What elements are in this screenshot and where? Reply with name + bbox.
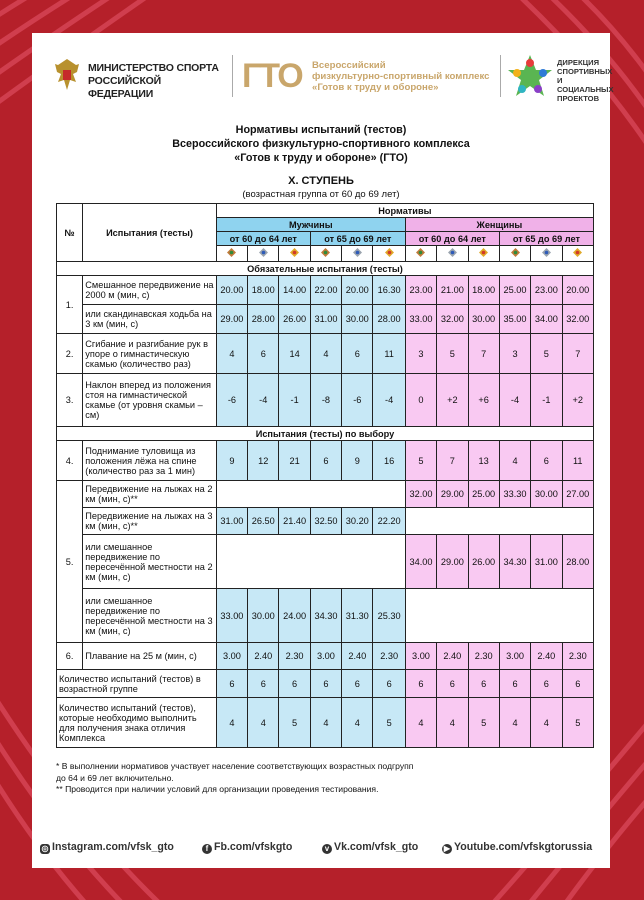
test-name: или смешанное передвижение по пересечённой местности на 3 км (мин, с) [83, 589, 216, 643]
norm-value: -8 [310, 374, 341, 427]
test-name: Плавание на 25 м (мин, с) [83, 643, 216, 670]
table-row [57, 276, 594, 305]
norm-value: 12 [248, 441, 279, 481]
norm-value: 5 [405, 441, 436, 481]
norm-value: 2.40 [437, 643, 468, 670]
dir-line1: ДИРЕКЦИЯ [557, 58, 600, 67]
norm-value: 2.30 [468, 643, 499, 670]
norm-value: 7 [468, 334, 499, 374]
norm-value: 9 [216, 441, 247, 481]
norm-value: 26.00 [279, 305, 310, 334]
norm-value: 2.40 [531, 643, 562, 670]
norm-value: 24.00 [279, 589, 310, 643]
gold-badge-icon [279, 246, 310, 262]
footnote-1-cont: до 64 и 69 лет включительно. [56, 772, 174, 783]
row-number: 5. [57, 481, 83, 643]
gto-logo-line2: физкультурно-спортивный комплекс [312, 71, 490, 82]
vk-label: Vk.com/vfsk_gto [334, 841, 419, 853]
empty-cell [405, 589, 593, 643]
bronze-badge-icon [216, 246, 247, 262]
norm-value: 4 [216, 334, 247, 374]
gold-badge-icon [562, 246, 593, 262]
norm-value: 13 [468, 441, 499, 481]
gold-badge-icon [468, 246, 499, 262]
table-row [57, 508, 594, 535]
norm-value: 25.00 [468, 481, 499, 508]
row-number: 2. [57, 334, 83, 374]
norm-value: 5 [531, 334, 562, 374]
test-name: Наклон вперед из положения стоя на гимнастической скамье (от уровня скамьи – см) [83, 374, 216, 427]
bronze-badge-icon [405, 246, 436, 262]
ministry-name-line2: РОССИЙСКОЙ ФЕДЕРАЦИИ [88, 75, 161, 100]
title-line2: Всероссийского физкультурно-спортивного комплекса [172, 138, 470, 150]
section-mandatory: Обязательные испытания (тесты) [57, 262, 594, 276]
norm-value: +2 [562, 374, 593, 427]
norm-value: 6 [531, 670, 562, 698]
bronze-badge-icon [310, 246, 341, 262]
norm-value: 6 [248, 334, 279, 374]
norm-value: 34.30 [310, 589, 341, 643]
norm-value: 4 [499, 698, 530, 748]
norm-value: 4 [248, 698, 279, 748]
test-name: Поднимание туловища из положения лёжа на спине (количество раз за 1 мин) [83, 441, 216, 481]
norm-value: 16 [373, 441, 405, 481]
norm-value: 3.00 [405, 643, 436, 670]
norm-value: 33.00 [216, 589, 247, 643]
norm-value: 26.00 [468, 535, 499, 589]
table-row [57, 670, 594, 698]
table-row [57, 305, 594, 334]
silver-badge-icon [342, 246, 373, 262]
gto-logo [242, 56, 492, 96]
norm-value: 20.00 [216, 276, 247, 305]
norm-value: 30.00 [248, 589, 279, 643]
norm-value: 14.00 [279, 276, 310, 305]
norm-value: 2.40 [248, 643, 279, 670]
norm-value: 34.00 [405, 535, 436, 589]
empty-cell [405, 508, 593, 535]
header-test: Испытания (тесты) [83, 204, 216, 262]
youtube-icon: ▶ [443, 844, 451, 853]
norm-value: 31.30 [342, 589, 373, 643]
norm-value: 4 [405, 698, 436, 748]
title-line3: «Готов к труду и обороне» (ГТО) [234, 152, 408, 164]
footnote-1: * В выполнении нормативов участвует население соответствующих возрастных подгрупп [56, 761, 414, 771]
title-line1: Нормативы испытаний (тестов) [235, 124, 407, 136]
table-row [57, 334, 594, 374]
norm-value: 18.00 [248, 276, 279, 305]
summary-label: Количество испытаний (тестов), которые необходимо выполнить для получения знака отличия Комплекса [57, 698, 217, 748]
table-row [57, 698, 594, 748]
norm-value: -1 [279, 374, 310, 427]
test-name: Сгибание и разгибание рук в упоре о гимнастическую скамью (количество раз) [83, 334, 216, 374]
norm-value: 28.00 [562, 535, 593, 589]
facebook-label: Fb.com/vfskgto [214, 841, 293, 853]
norm-value: 29.00 [216, 305, 247, 334]
empty-cell [216, 481, 405, 508]
youtube-label: Youtube.com/vfskgtorussia [454, 841, 593, 853]
divider [232, 55, 233, 97]
norm-value: 4 [310, 334, 341, 374]
instagram-link[interactable] [40, 841, 174, 854]
norm-value: 31.00 [310, 305, 341, 334]
table-row [57, 589, 594, 643]
footnotes [56, 761, 596, 796]
divider [500, 55, 501, 97]
row-number: 4. [57, 441, 83, 481]
norm-value: 26.50 [248, 508, 279, 535]
norm-value: 16.30 [373, 276, 405, 305]
star-people-icon [507, 53, 553, 99]
norm-value: -6 [216, 374, 247, 427]
norm-value: 22.00 [310, 276, 341, 305]
norm-value: 32.00 [405, 481, 436, 508]
norm-value: 35.00 [499, 305, 530, 334]
norm-value: 4 [310, 698, 341, 748]
norm-value: 28.00 [373, 305, 405, 334]
norm-value: 31.00 [531, 535, 562, 589]
gto-logo-line3: «Готов к труду и обороне» [312, 82, 439, 93]
norm-value: 4 [499, 441, 530, 481]
norm-value: -4 [373, 374, 405, 427]
table-row [57, 481, 594, 508]
norm-value: 6 [248, 670, 279, 698]
table-row [57, 374, 594, 427]
ministry-name-line1: МИНИСТЕРСТВО СПОРТА [88, 62, 219, 74]
norm-value: 30.00 [531, 481, 562, 508]
norm-value: 14 [279, 334, 310, 374]
summary-label: Количество испытаний (тестов) в возрастной группе [57, 670, 217, 698]
norm-value: 6 [437, 670, 468, 698]
norm-value: 9 [342, 441, 373, 481]
norm-value: 2.30 [279, 643, 310, 670]
norm-value: 5 [468, 698, 499, 748]
silver-badge-icon [248, 246, 279, 262]
norm-value: 3 [499, 334, 530, 374]
norm-value: 27.00 [562, 481, 593, 508]
norm-value: 30.00 [342, 305, 373, 334]
norm-value: 4 [342, 698, 373, 748]
test-name: или скандинавская ходьба на 3 км (мин, с) [83, 305, 216, 334]
header-norms: Нормативы [216, 204, 593, 218]
norm-value: 23.00 [531, 276, 562, 305]
norm-value: 21.00 [437, 276, 468, 305]
norm-value: 4 [531, 698, 562, 748]
norm-value: 6 [373, 670, 405, 698]
norm-value: 18.00 [468, 276, 499, 305]
bronze-badge-icon [499, 246, 530, 262]
instagram-label: Instagram.com/vfsk_gto [52, 841, 174, 853]
silver-badge-icon [531, 246, 562, 262]
silver-badge-icon [437, 246, 468, 262]
header-age-men-60-64: от 60 до 64 лет [216, 232, 310, 246]
norm-value: 2.40 [342, 643, 373, 670]
norm-value: 25.00 [499, 276, 530, 305]
norm-value: 6 [279, 670, 310, 698]
directorate-logo [507, 53, 614, 103]
norm-value: 32.50 [310, 508, 341, 535]
norm-value: -4 [499, 374, 530, 427]
gold-badge-icon [373, 246, 405, 262]
norm-value: 25.30 [373, 589, 405, 643]
document-sheet [32, 33, 614, 868]
footnote-2: ** Проводится при наличии условий для организации проведения тестирования. [56, 784, 379, 794]
table-row [57, 441, 594, 481]
header-age-women-60-64: от 60 до 64 лет [405, 232, 499, 246]
age-group: (возрастная группа от 60 до 69 лет) [242, 189, 400, 200]
norm-value: 2.30 [562, 643, 593, 670]
norm-value: 20.00 [562, 276, 593, 305]
norms-table [56, 203, 594, 748]
norm-value: 5 [437, 334, 468, 374]
header-women: Женщины [405, 218, 593, 232]
norm-value: -1 [531, 374, 562, 427]
header-age-men-65-69: от 65 до 69 лет [310, 232, 405, 246]
test-name: Смешанное передвижение на 2000 м (мин, с) [83, 276, 216, 305]
norm-value: 4 [437, 698, 468, 748]
norm-value: 6 [499, 670, 530, 698]
row-number: 6. [57, 643, 83, 670]
empty-cell [216, 535, 405, 589]
stage-title: X. СТУПЕНЬ [288, 175, 354, 187]
norm-value: +6 [468, 374, 499, 427]
table-row [57, 643, 594, 670]
norm-value: 3.00 [216, 643, 247, 670]
norm-value: 4 [216, 698, 247, 748]
norm-value: 7 [437, 441, 468, 481]
row-number: 3. [57, 374, 83, 427]
norm-value: 21.40 [279, 508, 310, 535]
norm-value: 7 [562, 334, 593, 374]
norm-value: 32.00 [562, 305, 593, 334]
norm-value: 33.00 [405, 305, 436, 334]
norm-value: 6 [342, 670, 373, 698]
norm-value: 23.00 [405, 276, 436, 305]
dir-line4: ПРОЕКТОВ [557, 94, 600, 103]
table-row [57, 535, 594, 589]
norm-value: 30.20 [342, 508, 373, 535]
norm-value: 3.00 [499, 643, 530, 670]
norm-value: 6 [310, 441, 341, 481]
instagram-icon: ◎ [41, 844, 49, 853]
section-optional: Испытания (тесты) по выбору [57, 427, 594, 441]
test-name: Передвижение на лыжах на 3 км (мин, с)** [83, 508, 216, 535]
norm-value: 30.00 [468, 305, 499, 334]
vk-icon: v [322, 844, 332, 854]
test-name: Передвижение на лыжах на 2 км (мин, с)** [83, 481, 216, 508]
norm-value: 34.30 [499, 535, 530, 589]
norm-value: 3 [405, 334, 436, 374]
norm-value: 22.20 [373, 508, 405, 535]
header-number: № [57, 204, 83, 262]
document-title [32, 123, 610, 165]
facebook-link[interactable] [202, 841, 292, 854]
norm-value: -6 [342, 374, 373, 427]
eagle-emblem-icon [52, 56, 82, 96]
norm-value: 34.00 [531, 305, 562, 334]
norm-value: 6 [468, 670, 499, 698]
norm-value: 21 [279, 441, 310, 481]
test-name: или смешанное передвижение по пересечённой местности на 2 км (мин, с) [83, 535, 216, 589]
header-men: Мужчины [216, 218, 405, 232]
gto-logo-line1: Всероссийский [312, 60, 386, 71]
norm-value: 33.30 [499, 481, 530, 508]
norm-value: 32.00 [437, 305, 468, 334]
norm-value: 5 [279, 698, 310, 748]
vk-link[interactable] [322, 841, 418, 854]
norm-value: 6 [342, 334, 373, 374]
facebook-icon: f [202, 844, 212, 854]
norm-value: 3.00 [310, 643, 341, 670]
norm-value: 6 [562, 670, 593, 698]
header-logos [52, 53, 614, 109]
norm-value: 6 [405, 670, 436, 698]
norm-value: 31.00 [216, 508, 247, 535]
norm-value: -4 [248, 374, 279, 427]
header-age-women-65-69: от 65 до 69 лет [499, 232, 593, 246]
norm-value: 6 [310, 670, 341, 698]
norm-value: 11 [373, 334, 405, 374]
norm-value: 29.00 [437, 535, 468, 589]
norm-value: 28.00 [248, 305, 279, 334]
ministry-logo [52, 56, 222, 100]
norm-value: 6 [531, 441, 562, 481]
norm-value: 6 [216, 670, 247, 698]
norm-value: 11 [562, 441, 593, 481]
norm-value: 0 [405, 374, 436, 427]
norm-value: 20.00 [342, 276, 373, 305]
gto-mark: ГТО [242, 57, 302, 95]
youtube-link[interactable] [442, 841, 592, 854]
dir-line3: И СОЦИАЛЬНЫХ [557, 76, 614, 94]
row-number: 1. [57, 276, 83, 334]
norm-value: +2 [437, 374, 468, 427]
norm-value: 5 [373, 698, 405, 748]
social-links [32, 839, 610, 859]
norm-value: 5 [562, 698, 593, 748]
dir-line2: СПОРТИВНЫХ [557, 67, 613, 76]
norm-value: 29.00 [437, 481, 468, 508]
norm-value: 2.30 [373, 643, 405, 670]
